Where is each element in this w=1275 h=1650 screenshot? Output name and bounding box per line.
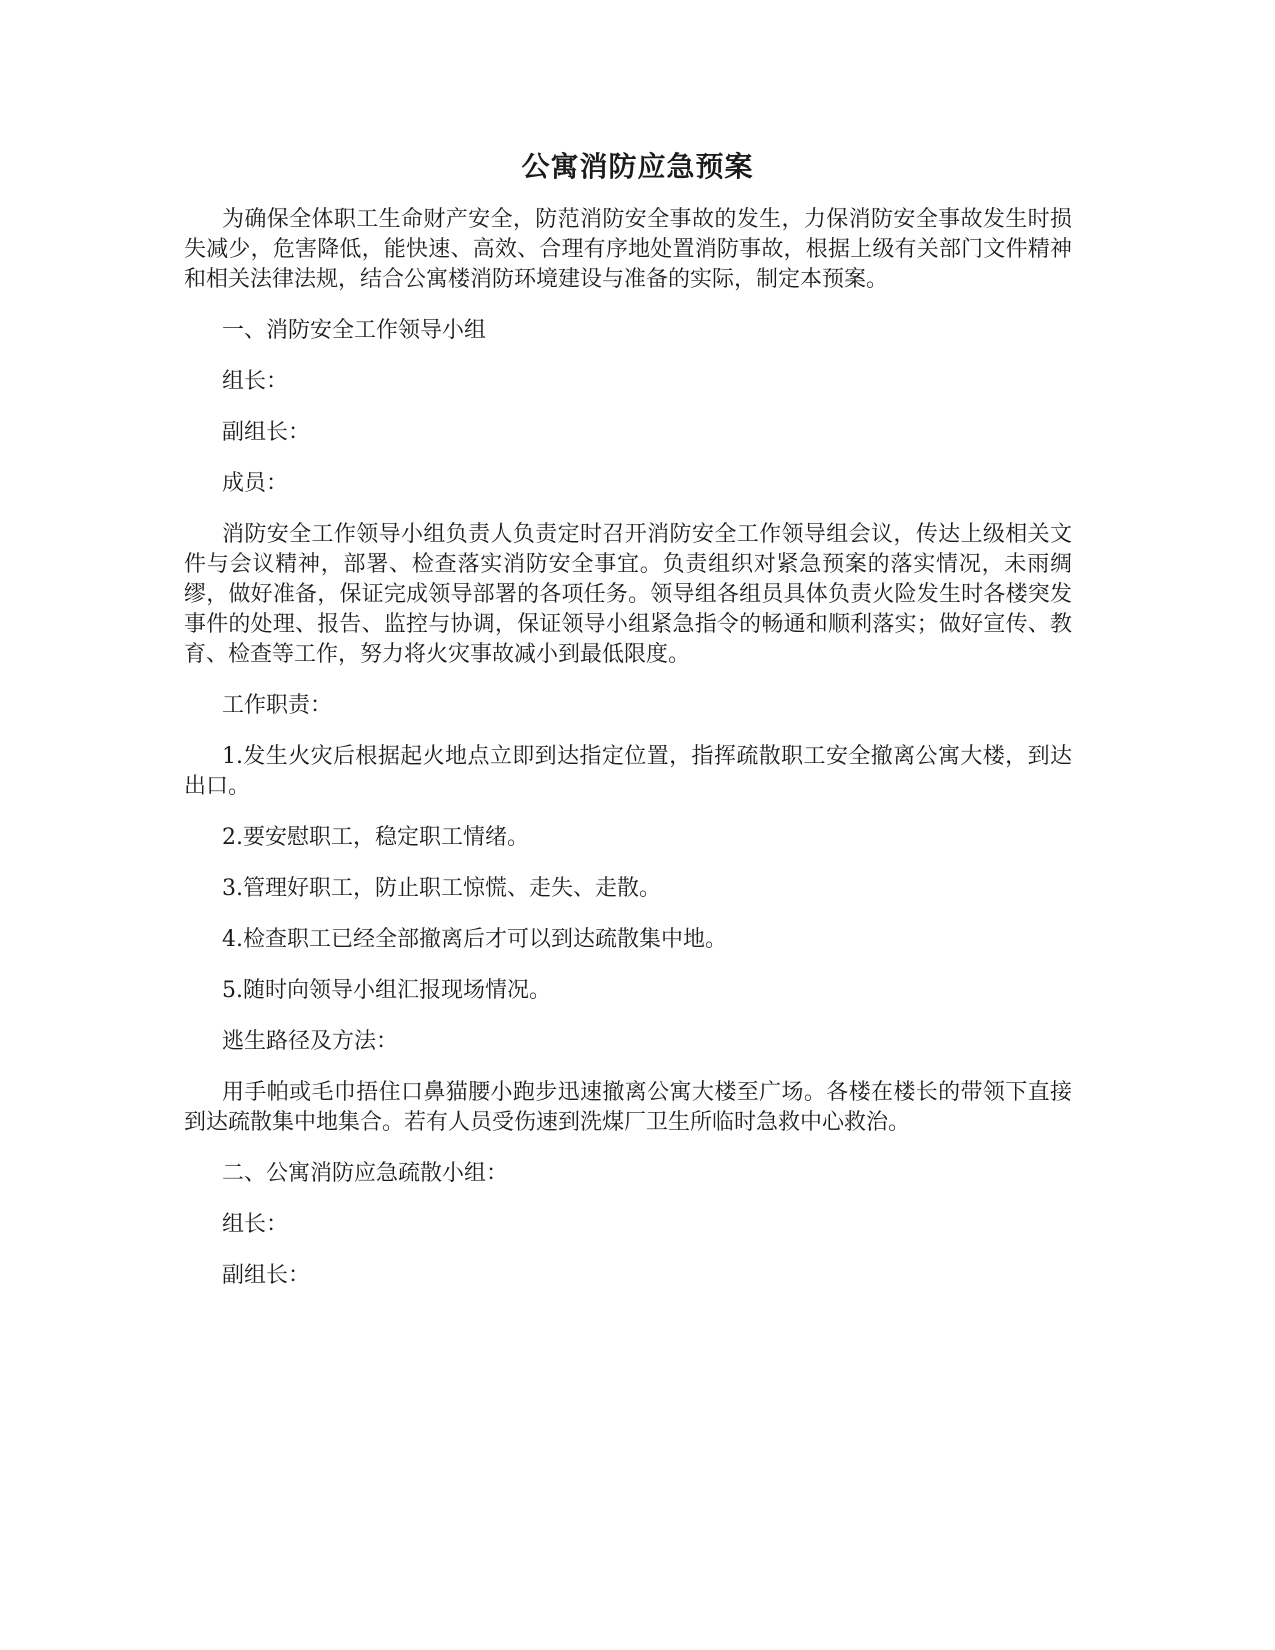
responsibility-item: 5.随时向领导小组汇报现场情况。 xyxy=(222,978,551,1003)
responsibilities-heading: 工作职责： xyxy=(222,693,333,718)
field-members: 成员： xyxy=(222,471,289,496)
document-body xyxy=(184,205,1072,1312)
responsibility-item: 1.发生火灾后根据起火地点立即到达指定位置，指挥疏散职工安全撤离公寓大楼，到达出口。 xyxy=(184,744,1072,799)
field-group-leader: 组长： xyxy=(222,369,289,394)
escape-route-heading: 逃生路径及方法： xyxy=(222,1029,399,1054)
responsibility-item: 2.要安慰职工，稳定职工情绪。 xyxy=(222,825,529,850)
section-heading-evacuation-group: 二、公寓消防应急疏散小组： xyxy=(222,1161,509,1186)
responsibility-item: 3.管理好职工，防止职工惊慌、走失、走散。 xyxy=(222,876,661,901)
intro-paragraph: 为确保全体职工生命财产安全，防范消防安全事故的发生，力保消防安全事故发生时损失减少，危害降低，能快速、高效、合理有序地处置消防事故，根据上级有关部门文件精神和相关法律法规，结合公寓楼消防环境建设与准备的实际，制定本预案。 xyxy=(184,207,1072,292)
section-heading-leadership-group: 一、消防安全工作领导小组 xyxy=(222,318,487,343)
leadership-duties-paragraph: 消防安全工作领导小组负责人负责定时召开消防安全工作领导组会议，传达上级相关文件与会议精神，部署、检查落实消防安全事宜。负责组织对紧急预案的落实情况，未雨绸缪，做好准备，保证完成领导部署的各项任务。领导组各组员具体负责火险发生时各楼突发事件的处理、报告、监控与协调，保证领导小组紧急指令的畅通和顺利落实；做好宣传、教育、检查等工作，努力将火灾事故减小到最低限度。 xyxy=(184,522,1072,667)
field-deputy-leader: 副组长： xyxy=(222,1263,311,1288)
escape-route-paragraph: 用手帕或毛巾捂住口鼻猫腰小跑步迅速撤离公寓大楼至广场。各楼在楼长的带领下直接到达疏散集中地集合。若有人员受伤速到洗煤厂卫生所临时急救中心救治。 xyxy=(184,1080,1072,1135)
field-deputy-leader: 副组长： xyxy=(222,420,311,445)
document-title: 公寓消防应急预案 xyxy=(521,150,754,183)
field-group-leader: 组长： xyxy=(222,1212,289,1237)
responsibility-item: 4.检查职工已经全部撤离后才可以到达疏散集中地。 xyxy=(222,927,727,952)
